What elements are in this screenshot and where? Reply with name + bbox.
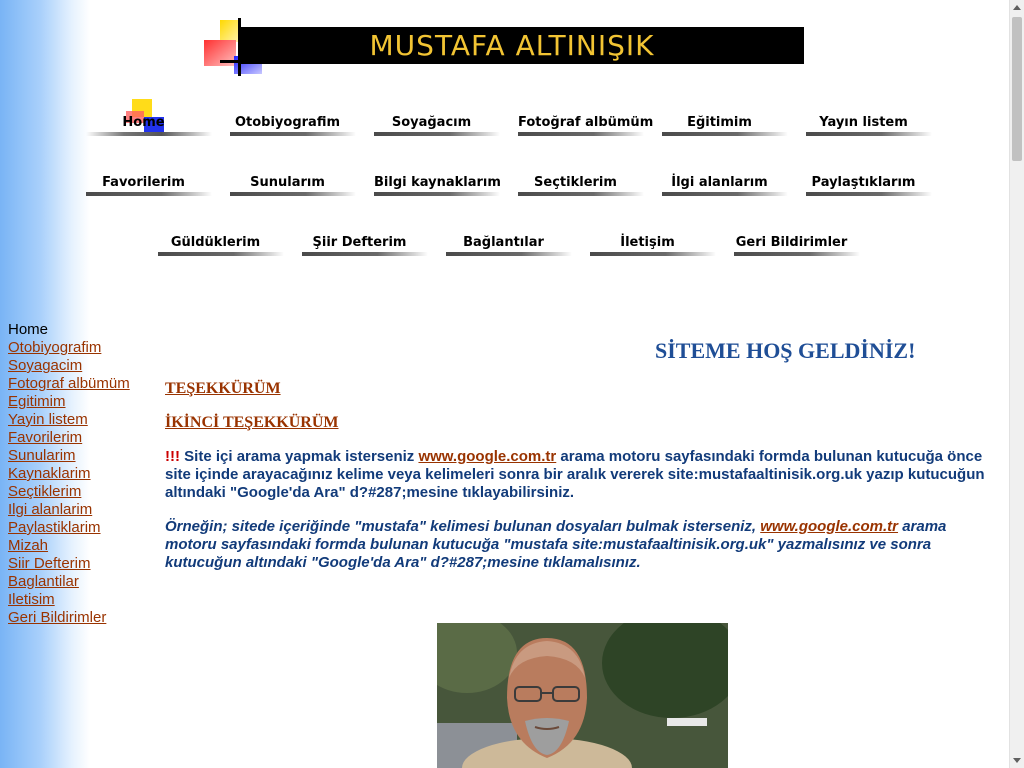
exclamation-marker: !!! <box>165 448 180 465</box>
nav-underline <box>806 192 932 196</box>
nav-label: İlgi alanlarım <box>671 175 768 190</box>
nav-bilgi-kaynaklarim-button[interactable] <box>374 175 504 201</box>
nav-underline <box>734 252 860 256</box>
nav-label: Fotoğraf albümüm <box>518 115 654 130</box>
nav-underline <box>230 192 356 196</box>
nav-otobiyografim-button[interactable] <box>230 115 360 141</box>
sidebar-item-baglantilar[interactable]: Baglantilar <box>8 573 79 590</box>
sidebar-item-fotograf-albumum[interactable]: Fotograf albümüm <box>8 375 130 392</box>
nav-label: Paylaştıklarım <box>811 175 916 190</box>
nav-label: Şiir Defterim <box>312 235 407 250</box>
nav-underline <box>230 132 356 136</box>
nav-underline <box>374 192 500 196</box>
nav-label: İletişim <box>620 235 675 250</box>
nav-baglantilar-button[interactable] <box>446 235 576 261</box>
search-text-after: arama motoru sayfasındaki formda bulunan kutucuğa önce site içinde arayacağınız kelime veya kelimeleri sonra bir aralık vererek site:mustafaaltinisik.org.uk yazıp kutucuğun altındaki "Google'da Ara" d?#287;mesine tıklayabilirsiniz. <box>165 448 985 501</box>
nav-label: Favorilerim <box>102 175 185 190</box>
nav-underline <box>518 132 644 136</box>
example-text-after: arama motoru sayfasındaki formda bulunan kutucuğa "mustafa site:mustafaaltinisik.org.uk" yazmalısınız ve sonra kutucuğun altındaki "Google'da Ara" d?#287;mesine tıklamalısınız. <box>165 518 947 571</box>
nav-label: Sunularım <box>250 175 325 190</box>
nav-label: Güldüklerim <box>170 235 261 250</box>
sidebar-item-mizah[interactable]: Mizah <box>8 537 49 554</box>
google-link-example[interactable]: www.google.com.tr <box>760 518 899 535</box>
nav-home-button[interactable] <box>86 115 216 141</box>
sidebar-item-iletisim[interactable]: Iletisim <box>8 591 55 608</box>
sidebar-item-favorilerim[interactable]: Favorilerim <box>8 429 83 446</box>
nav-paylastiklarim-button[interactable] <box>806 175 936 201</box>
nav-underline <box>518 192 644 196</box>
scroll-down-icon[interactable] <box>1013 758 1021 763</box>
nav-sectiklerim-button[interactable] <box>518 175 648 201</box>
vertical-scrollbar[interactable] <box>1009 0 1024 768</box>
site-title: MUSTAFA ALTINIŞIK <box>369 29 655 62</box>
sidebar-item-siir-defterim[interactable]: Siir Defterim <box>8 555 91 572</box>
example-instructions-paragraph <box>165 518 995 572</box>
sidebar-item-home: Home <box>8 321 49 338</box>
nav-underline <box>446 252 572 256</box>
nav-underline <box>806 132 932 136</box>
scroll-up-icon[interactable] <box>1013 5 1021 10</box>
second-thanks-link[interactable]: İKİNCİ TEŞEKKÜRÜM <box>165 414 339 431</box>
nav-underline <box>590 252 716 256</box>
nav-label: Bilgi kaynaklarım <box>374 175 501 190</box>
sidebar-item-ilgi-alanlarim[interactable]: Ilgi alanlarim <box>8 501 93 518</box>
nav-geri-bildirimler-button[interactable] <box>734 235 864 261</box>
nav-underline <box>86 192 212 196</box>
nav-underline <box>158 252 284 256</box>
sidebar-item-geri-bildirimler[interactable]: Geri Bildirimler <box>8 609 107 626</box>
nav-soyagacim-button[interactable] <box>374 115 504 141</box>
nav-underline <box>662 192 788 196</box>
nav-favorilerim-button[interactable] <box>86 175 216 201</box>
nav-sunularim-button[interactable] <box>230 175 360 201</box>
nav-label: Otobiyografim <box>234 115 341 130</box>
nav-label: Yayın listem <box>819 115 908 130</box>
nav-label: Seçtiklerim <box>534 175 617 190</box>
sidebar-item-egitimim[interactable]: Egitimim <box>8 393 66 410</box>
example-text-before: Örneğin; sitede içeriğinde "mustafa" kelimesi bulunan dosyaları bulmak isterseniz, <box>165 518 761 535</box>
google-link[interactable]: www.google.com.tr <box>418 448 557 465</box>
sidebar-item-otobiyografim[interactable]: Otobiyografim <box>8 339 102 356</box>
nav-iletisim-button[interactable] <box>590 235 720 261</box>
nav-label: Eğitimim <box>687 115 752 130</box>
search-text-before: Site içi arama yapmak isterseniz <box>180 448 419 465</box>
nav-label: Geri Bildirimler <box>735 235 848 250</box>
welcome-heading: SİTEME HOŞ GELDİNİZ! <box>655 338 916 363</box>
nav-guldiklerim-button[interactable] <box>158 235 288 261</box>
nav-ilgi-alanlarim-button[interactable] <box>662 175 792 201</box>
nav-underline <box>374 132 500 136</box>
sidebar-item-soyagacim[interactable]: Soyagacim <box>8 357 83 374</box>
thanks-link[interactable]: TEŞEKKÜRÜM <box>165 380 281 397</box>
nav-yayin-listem-button[interactable] <box>806 115 936 141</box>
nav-underline <box>302 252 428 256</box>
nav-egitimim-button[interactable] <box>662 115 792 141</box>
nav-fotograf-albumum-button[interactable] <box>518 115 654 141</box>
nav-underline <box>86 132 212 136</box>
search-instructions-paragraph <box>165 448 995 502</box>
sidebar-item-sunularim[interactable]: Sunularim <box>8 447 76 464</box>
sidebar-item-kaynaklarim[interactable]: Kaynaklarim <box>8 465 91 482</box>
nav-siir-defterim-button[interactable] <box>302 235 432 261</box>
sidebar-item-sectiklerim[interactable]: Seçtiklerim <box>8 483 82 500</box>
site-title-banner <box>240 27 804 64</box>
nav-label: Bağlantılar <box>463 235 544 250</box>
nav-label: Soyağacım <box>391 115 472 130</box>
sidebar-item-paylastiklarim[interactable]: Paylastiklarim <box>8 519 101 536</box>
sidebar-item-yayin-listem[interactable]: Yayin listem <box>8 411 88 428</box>
sidebar-nav <box>8 321 130 627</box>
profile-photo <box>437 623 728 768</box>
nav-underline <box>662 132 788 136</box>
scrollbar-thumb[interactable] <box>1012 17 1022 161</box>
nav-home-label: Home <box>122 115 165 130</box>
